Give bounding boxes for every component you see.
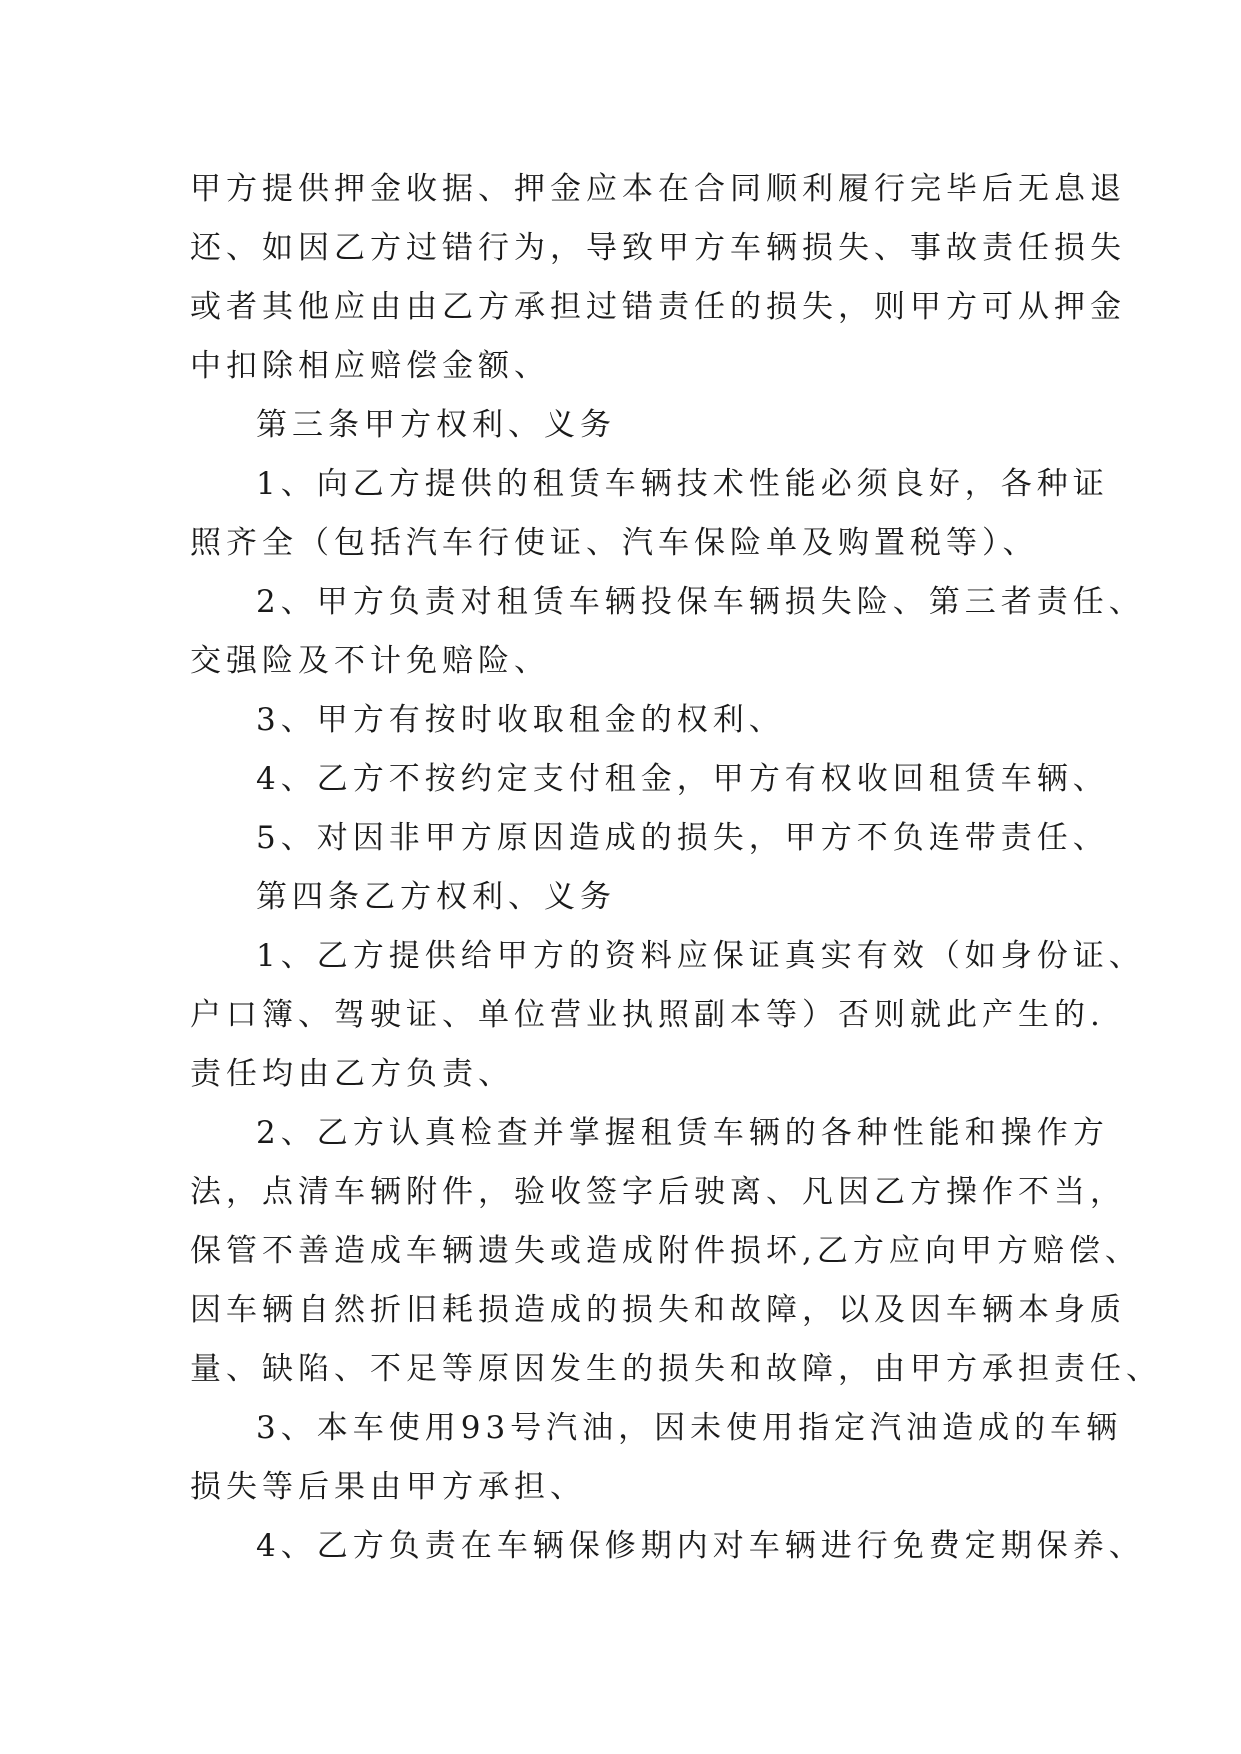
section-heading: 第四条乙方权利、义务 [256,879,616,915]
text-line: 户口簿、驾驶证、单位营业执照副本等）否则就此产生的. [190,997,1105,1033]
text-line: 损失等后果由甲方承担、 [190,1469,586,1505]
text-line: 或者其他应由由乙方承担过错责任的损失，则甲方可从押金 [190,289,1126,325]
text-line: 责任均由乙方负责、 [190,1056,514,1092]
text-line: 法，点清车辆附件，验收签字后驶离、凡因乙方操作不当， [190,1174,1126,1210]
text-line: 中扣除相应赔偿金额、 [190,348,550,384]
text-line: 3、甲方有按时收取租金的权利、 [256,702,785,738]
text-line: 3、本车使用93号汽油，因未使用指定汽油造成的车辆 [256,1410,1123,1446]
text-line: 照齐全（包括汽车行使证、汽车保险单及购置税等）、 [190,525,1039,561]
text-line: 2、甲方负责对租赁车辆投保车辆损失险、第三者责任、 [256,584,1145,620]
text-line: 2、乙方认真检查并掌握租赁车辆的各种性能和操作方 [256,1115,1109,1151]
text-line: 量、缺陷、不足等原因发生的损失和故障，由甲方承担责任、 [190,1351,1162,1387]
text-line: 1、向乙方提供的租赁车辆技术性能必须良好，各种证 [256,466,1109,502]
text-line: 4、乙方不按约定支付租金，甲方有权收回租赁车辆、 [256,761,1109,797]
text-line: 因车辆自然折旧耗损造成的损失和故障，以及因车辆本身质 [190,1292,1126,1328]
text-line: 4、乙方负责在车辆保修期内对车辆进行免费定期保养、 [256,1528,1145,1564]
text-line: 甲方提供押金收据、押金应本在合同顺利履行完毕后无息退 [190,171,1126,207]
text-line: 还、如因乙方过错行为，导致甲方车辆损失、事故责任损失 [190,230,1126,266]
section-heading: 第三条甲方权利、义务 [256,407,616,443]
text-line: 保管不善造成车辆遗失或造成附件损坏,乙方应向甲方赔偿、 [190,1233,1141,1269]
text-line: 交强险及不计免赔险、 [190,643,550,679]
document-body [190,160,1162,1576]
text-line: 5、对因非甲方原因造成的损失，甲方不负连带责任、 [256,820,1109,856]
text-line: 1、乙方提供给甲方的资料应保证真实有效（如身份证、 [256,938,1145,974]
